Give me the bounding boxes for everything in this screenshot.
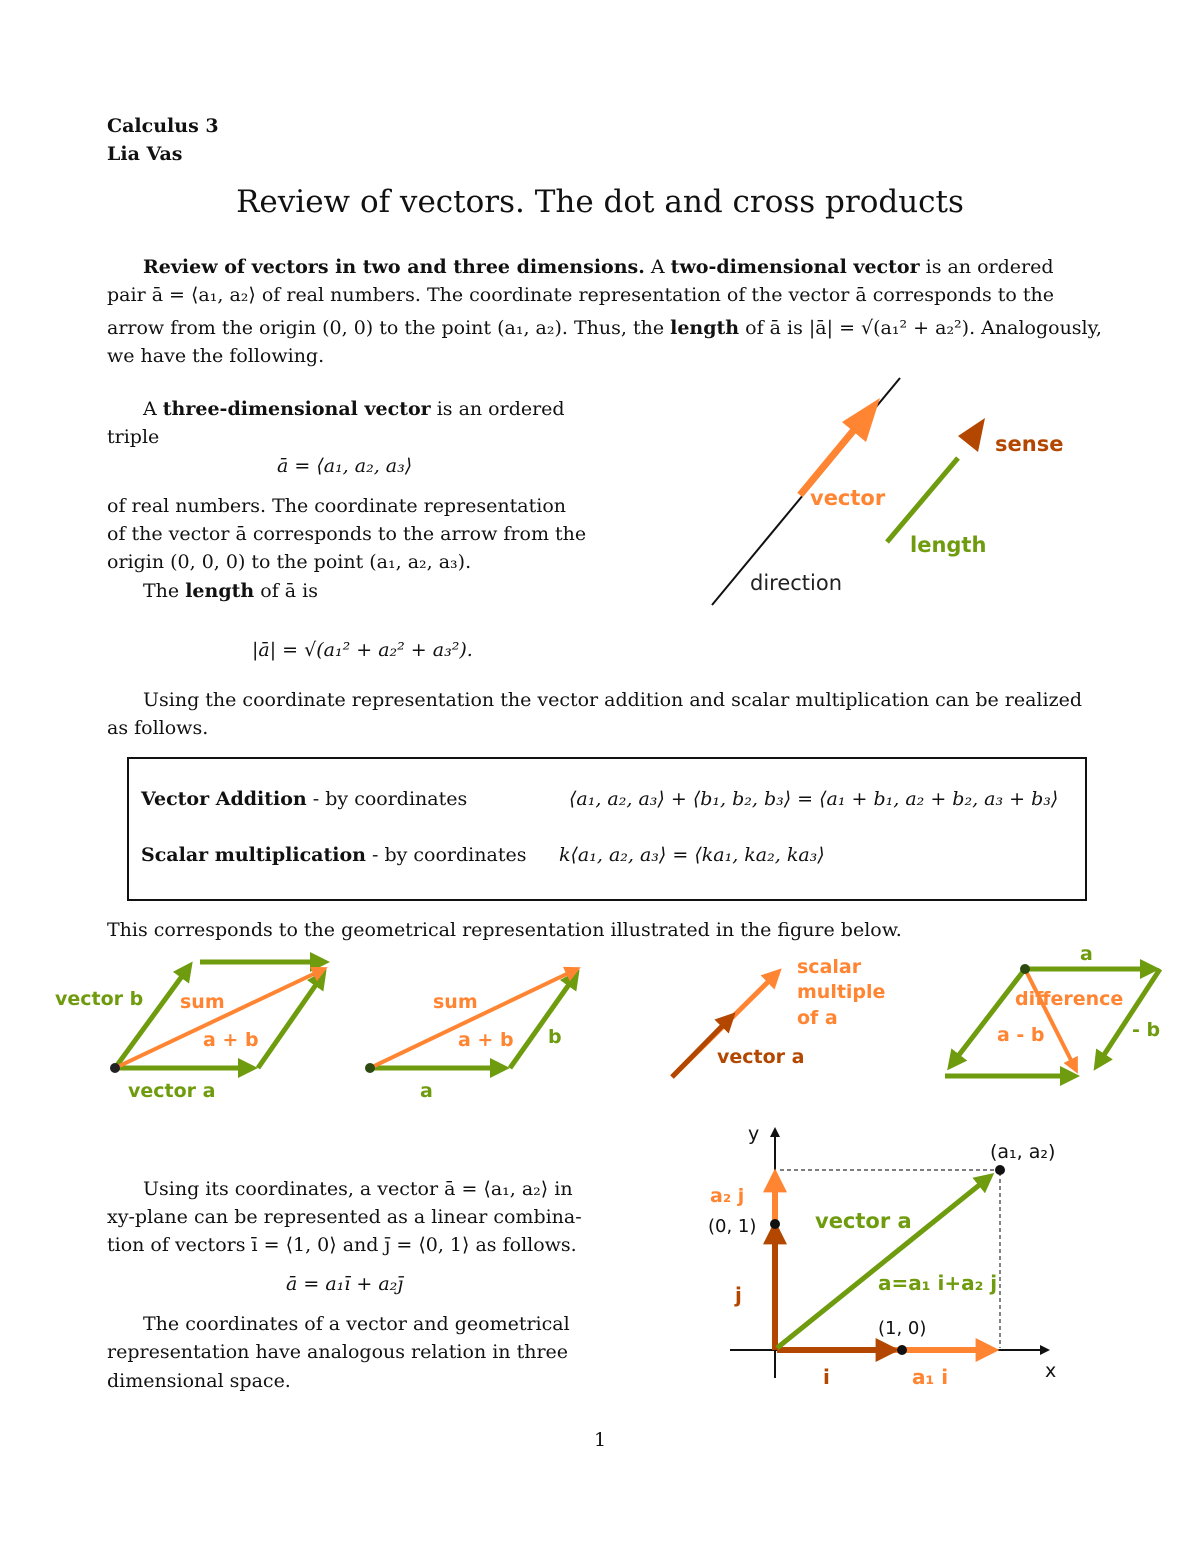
lincomb-line-1: Using its coordinates, a vector ā = ⟨a₁, a₂⟩ in xyxy=(143,1178,573,1200)
lincomb-line-5: representation have analogous relation in three xyxy=(107,1341,569,1363)
threed-line-5: origin (0, 0, 0) to the point (a₁, a₂, a₃). xyxy=(107,551,472,573)
addition-equation: ⟨a₁, a₂, a₃⟩ + ⟨b₁, b₂, b₃⟩ = ⟨a₁ + b₁, a₂ + b₂, a₃ + b₃⟩ xyxy=(569,788,1059,810)
fig3-x: x xyxy=(1045,1360,1057,1382)
multiplication-by: - by coordinates xyxy=(372,844,527,866)
course-name: Calculus 3 xyxy=(107,115,219,137)
fig2-a: a xyxy=(420,1080,433,1102)
threed-equation: ā = ⟨a₁, a₂, a₃⟩ xyxy=(277,455,413,477)
fig2-a-minus-b: a - b xyxy=(997,1024,1045,1046)
intro-line-3 xyxy=(107,314,1117,342)
lincomb-line-4: The coordinates of a vector and geometrical xyxy=(143,1313,570,1335)
fig2-b: b xyxy=(548,1026,562,1048)
point-1-0 xyxy=(897,1345,907,1355)
intro-length-term: length xyxy=(670,317,740,339)
length-line xyxy=(887,458,958,542)
intro-heading: Review of vectors in two and three dimensions. xyxy=(143,256,645,278)
author-name: Lia Vas xyxy=(107,143,183,165)
lincomb-equation: ā = a₁ī + a₂j̄ xyxy=(286,1273,404,1295)
intro-line-1 xyxy=(107,253,1107,281)
sum-triangle xyxy=(365,970,575,1102)
fig2-a-top: a xyxy=(1080,943,1093,965)
fig3-i: i xyxy=(823,1365,830,1389)
intro-line-3c: of ā is |ā| = √(a₁² + a₂²). Analogously, xyxy=(745,317,1102,339)
fig3-p01: (0, 1) xyxy=(708,1216,757,1237)
fig3-a2j: a₂ j xyxy=(710,1185,745,1207)
sense-arrowhead xyxy=(958,418,985,452)
threed-text-a: A xyxy=(143,398,157,420)
threed-term: three-dimensional vector xyxy=(162,398,431,420)
fig3-combo: a=a₁ i+a₂ j xyxy=(878,1271,998,1295)
addition-by: - by coordinates xyxy=(312,788,468,810)
page-title: Review of vectors. The dot and cross products xyxy=(236,184,964,220)
operations-figure xyxy=(40,940,1180,1120)
multiplication-label-row xyxy=(141,841,526,869)
vector-properties-figure xyxy=(700,370,1100,620)
point-0-1 xyxy=(770,1219,780,1229)
multiplication-equation: k⟨a₁, a₂, a₃⟩ = ⟨ka₁, ka₂, ka₃⟩ xyxy=(559,844,825,866)
intro-term: two-dimensional vector xyxy=(670,256,920,278)
threed-line-6 xyxy=(143,577,318,605)
addition-label: Vector Addition xyxy=(141,788,307,810)
ops-intro-line-2: as follows. xyxy=(107,717,209,739)
addition-label-row xyxy=(141,785,467,813)
operations-box xyxy=(127,757,1087,901)
fig1-vector-label: vector xyxy=(810,486,886,510)
difference-parallelogram xyxy=(945,943,1160,1076)
fig1-sense-label: sense xyxy=(995,432,1064,456)
multiplication-label: Scalar multiplication xyxy=(141,844,366,866)
lincomb-line-3: tion of vectors ī = ⟨1, 0⟩ and j̄ = ⟨0, 1⟩ as follows. xyxy=(107,1234,577,1256)
fig3-p10: (1, 0) xyxy=(878,1318,927,1339)
geometry-intro: This corresponds to the geometrical representation illustrated in the figure below. xyxy=(107,919,902,941)
fig2-scalar-3: of a xyxy=(797,1007,838,1029)
point-a1-a2 xyxy=(995,1165,1005,1175)
fig2-a-plus-b: a + b xyxy=(203,1029,259,1051)
scalar-multiple xyxy=(672,956,885,1077)
components-figure xyxy=(690,1110,1090,1410)
threed-length-term: length xyxy=(185,580,255,602)
threed-line-4: of the vector ā corresponds to the arrow from the xyxy=(107,523,587,545)
fig2-vector-b: vector b xyxy=(55,988,144,1010)
threed-length-equation: |ā| = √(a₁² + a₂² + a₃²). xyxy=(252,639,473,661)
fig1-length-label: length xyxy=(910,533,987,557)
fig3-a1i: a₁ i xyxy=(912,1365,949,1389)
intro-text-c: is an ordered xyxy=(925,256,1054,278)
fig3-y: y xyxy=(748,1123,760,1145)
intro-text-a: A xyxy=(650,256,665,278)
fig2-minus-b: - b xyxy=(1132,1019,1161,1041)
intro-line-3a: arrow from the origin (0, 0) to the point (a₁, a₂). Thus, the xyxy=(107,317,665,339)
page-number: 1 xyxy=(593,1429,607,1451)
fig2-scalar-2: multiple xyxy=(797,981,886,1003)
lincomb-line-2: xy-plane can be represented as a linear combina- xyxy=(107,1206,582,1228)
threed-line-1 xyxy=(143,395,603,423)
fig3-point: (a₁, a₂) xyxy=(990,1141,1056,1163)
threed-line-3: of real numbers. The coordinate representation xyxy=(107,495,567,517)
ops-intro-line-1: Using the coordinate representation the vector addition and scalar multiplication can be realized xyxy=(143,689,1083,711)
threed-l6-a: The xyxy=(143,580,180,602)
fig2-difference: difference xyxy=(1015,988,1124,1010)
threed-line-2: triple xyxy=(107,426,160,448)
intro-line-4: we have the following. xyxy=(107,345,325,367)
fig3-j: j xyxy=(735,1283,742,1307)
threed-l6-c: of ā is xyxy=(260,580,318,602)
fig2-sum: sum xyxy=(180,991,225,1013)
fig3-vector-a: vector a xyxy=(815,1209,912,1233)
intro-line-2: pair ā = ⟨a₁, a₂⟩ of real numbers. The coordinate representation of the vector ā corresponds to the xyxy=(107,284,1055,306)
fig2-vector-a: vector a xyxy=(128,1080,216,1102)
fig2-scalar-1: scalar xyxy=(797,956,862,978)
sum-parallelogram xyxy=(55,962,322,1102)
threed-text-c: is an ordered xyxy=(436,398,565,420)
vector-arrow-shaft xyxy=(800,425,858,495)
lincomb-line-6: dimensional space. xyxy=(107,1370,291,1392)
fig1-direction-label: direction xyxy=(750,571,843,595)
fig2-vector-a2: vector a xyxy=(717,1046,805,1068)
fig2-sum2: sum xyxy=(433,991,478,1013)
fig2-a-plus-b2: a + b xyxy=(458,1029,514,1051)
